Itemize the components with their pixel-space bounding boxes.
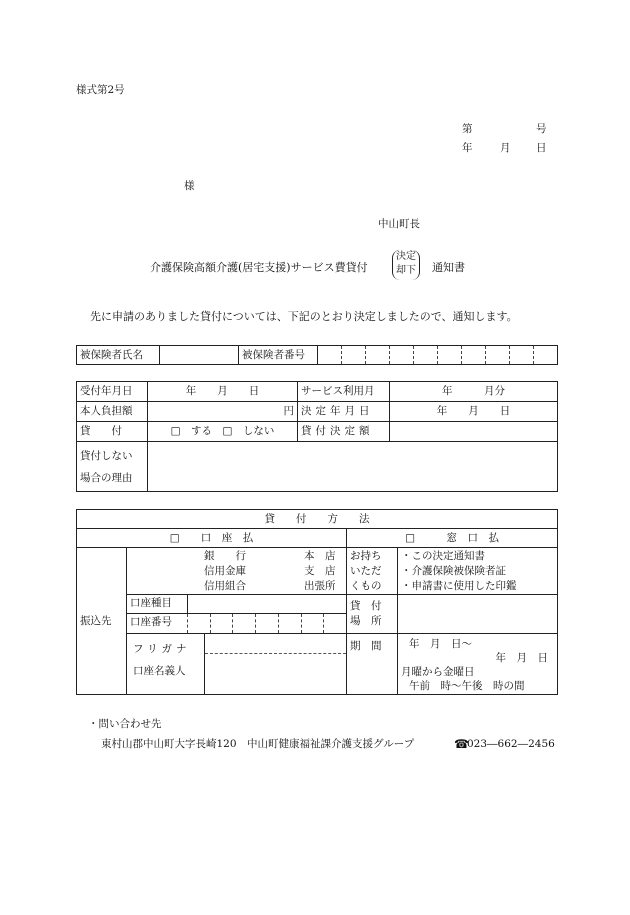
burden-label: 本人負担額 <box>77 402 148 422</box>
bring-item: ・この決定通知書 <box>401 549 485 562</box>
doc-number-suffix: 号 <box>536 123 547 135</box>
account-type-label: 口座種目 <box>127 595 188 613</box>
decision-date-label: 決定年月日 <box>298 402 390 422</box>
service-month-field[interactable] <box>390 382 558 402</box>
account-holder-block <box>127 634 347 695</box>
window-option[interactable]: □ 窓 口 払 <box>347 529 558 548</box>
account-block <box>127 595 347 634</box>
details-table <box>76 381 558 492</box>
service-year: 年 <box>442 385 453 398</box>
kana-label: フリガナ <box>133 643 191 655</box>
decision-option-brace <box>392 250 420 280</box>
bank-row <box>204 579 343 594</box>
decision-year: 年 <box>436 405 448 418</box>
transfer-label: 振込先 <box>77 548 127 695</box>
bank-type: 銀 行 <box>204 549 246 562</box>
accept-date-month: 月 <box>217 385 228 398</box>
accept-date-year: 年 <box>185 385 197 398</box>
service-month: 月分 <box>484 385 505 398</box>
decision-month: 月 <box>468 405 479 418</box>
method-table <box>76 509 558 695</box>
contact-address: 東村山郡中山町大字長崎120 中山町健康福祉課介護支援グループ <box>101 738 415 750</box>
decision-date-field[interactable] <box>390 402 558 422</box>
branch-type: 本 店 <box>304 549 336 562</box>
date-year: 年 <box>462 142 473 154</box>
period-hours: 午前 時～午後 時の間 <box>409 680 525 692</box>
intro-text: 先に申請のありました貸付については、下記のとおり決定しましたので、通知します。 <box>90 310 518 323</box>
burden-unit: 円 <box>283 405 294 418</box>
holder-field[interactable] <box>205 654 346 694</box>
accept-date-field[interactable] <box>148 382 298 402</box>
account-type-field[interactable] <box>188 595 346 613</box>
bring-items <box>398 548 558 595</box>
period-field[interactable] <box>398 634 558 695</box>
reason-label <box>77 442 148 492</box>
bring-label-line: お持ち <box>350 549 382 562</box>
loan-amount-field[interactable] <box>390 422 558 442</box>
decision-day: 日 <box>499 405 511 418</box>
loan-yes-checkbox[interactable]: □ する <box>170 425 212 438</box>
bring-label-line: いただ <box>350 564 382 577</box>
accept-date-label: 受付年月日 <box>77 382 148 402</box>
addressee-suffix: 様 <box>184 180 195 192</box>
option-rejected: 却下 <box>396 265 416 276</box>
contact-phone: 023―662―2456 <box>467 738 555 750</box>
branch-type: 出張所 <box>304 579 336 592</box>
burden-field[interactable] <box>148 402 298 422</box>
phone-icon: ☎ <box>454 737 469 751</box>
issuer: 中山町長 <box>378 218 420 230</box>
document-title-suffix: 通知書 <box>432 261 465 274</box>
bank-row <box>204 549 343 564</box>
insured-name-label: 被保険者氏名 <box>77 346 160 365</box>
bring-item: ・申請書に使用した印鑑 <box>401 579 517 592</box>
insured-number-field[interactable] <box>318 346 558 365</box>
bank-row <box>204 564 343 579</box>
insured-number-label: 被保険者番号 <box>239 346 318 365</box>
insured-table <box>76 345 558 365</box>
holder-label: 口座名義人 <box>133 665 186 677</box>
bank-type: 信用組合 <box>204 579 246 592</box>
period-label: 期 間 <box>347 634 398 695</box>
document-title: 介護保険高額介護(居宅支援)サービス費貸付 <box>150 261 368 274</box>
doc-number-prefix: 第 <box>462 123 473 135</box>
period-days: 月曜から金曜日 <box>401 666 475 678</box>
service-month-label: サービス利用月 <box>298 382 390 402</box>
bank-field[interactable] <box>127 548 347 595</box>
loan-no-checkbox[interactable]: □ しない <box>222 425 275 438</box>
place-label-line: 場 所 <box>350 615 382 627</box>
transfer-option[interactable]: □ 口 座 払 <box>77 529 347 548</box>
account-number-label: 口座番号 <box>130 616 172 628</box>
place-label-line: 貸 付 <box>350 600 382 612</box>
bring-label <box>347 548 398 595</box>
method-title: 貸 付 方 法 <box>77 510 558 529</box>
option-decided: 決定 <box>396 251 416 262</box>
loan-label: 貸 付 <box>77 422 148 442</box>
contact-heading: ・問い合わせ先 <box>88 718 162 730</box>
account-number-field[interactable] <box>187 614 346 633</box>
reason-field[interactable] <box>148 442 558 492</box>
date-month: 月 <box>500 142 511 154</box>
bring-item: ・介護保険被保険者証 <box>401 564 506 577</box>
loan-amount-label: 貸付決定額 <box>298 422 390 442</box>
insured-name-field[interactable] <box>160 346 239 365</box>
reason-label-line2: 場合の理由 <box>80 471 133 484</box>
place-field[interactable] <box>398 595 558 634</box>
period-start: 年 月 日～ <box>409 638 472 650</box>
branch-type: 支 店 <box>304 564 336 577</box>
form-number: 様式第2号 <box>76 84 125 96</box>
kana-field[interactable] <box>205 634 346 654</box>
accept-date-day: 日 <box>248 385 260 398</box>
period-end: 年 月 日 <box>495 652 549 664</box>
date-day: 日 <box>536 142 547 154</box>
bring-label-line: くもの <box>350 579 382 592</box>
loan-choice-field[interactable] <box>148 422 298 442</box>
bank-type: 信用金庫 <box>204 564 246 577</box>
place-label <box>347 595 398 634</box>
reason-label-line1: 貸付しない <box>80 449 133 462</box>
